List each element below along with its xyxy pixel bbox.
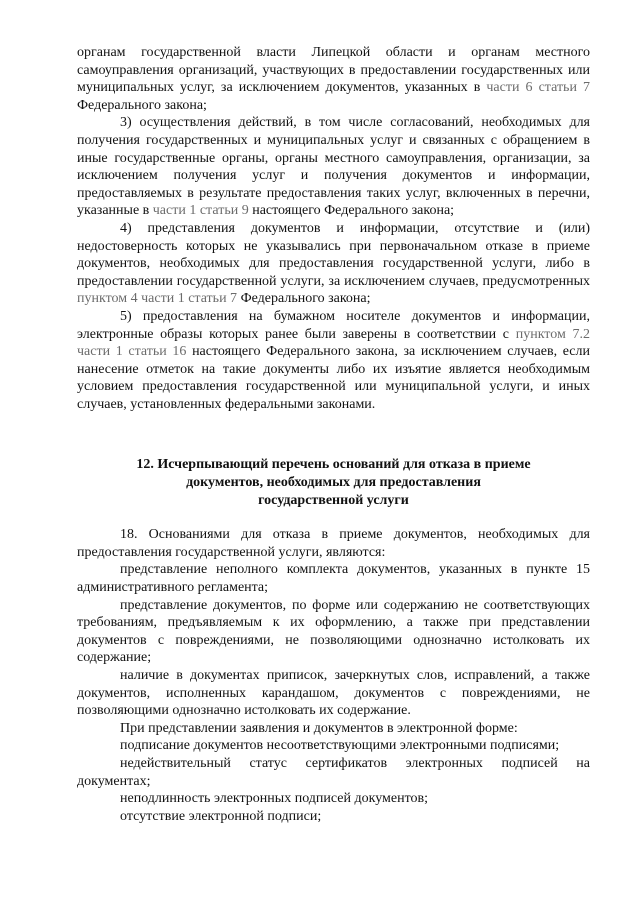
list-item: подписание документов несоответствующими электронными подписями; <box>120 738 560 754</box>
document-page <box>77 44 590 825</box>
law-reference-link[interactable]: части 1 статьи 9 <box>152 203 249 219</box>
paragraph-text: Федерального закона; <box>77 97 207 113</box>
paragraph-text: 4) представления документов и информации, отсутствие и (или) недостоверность которых не указывались при первоначальном отказе в приеме документов, необходимых для предоставления государственной услуги, либо в предоставлении государственной услуги, за исключением случаев, предусмотренных <box>77 220 590 289</box>
paragraph-item-5 <box>77 308 590 414</box>
list-item: наличие в документах приписок, зачеркнутых слов, исправлений, а также документов, исполненных карандашом, документов с повреждениями, не позволяющими однозначно истолковать их содержание. <box>77 668 590 719</box>
list-item: отсутствие электронной подписи; <box>120 808 322 824</box>
section-spacer <box>77 413 590 456</box>
paragraph-item-3 <box>77 114 590 220</box>
paragraph-text: настоящего Федерального закона; <box>248 203 455 219</box>
section-heading <box>77 456 590 509</box>
electronic-form-intro: При представлении заявления и документов в электронной форме: <box>120 720 518 736</box>
section-heading-line: документов, необходимых для предоставления <box>186 475 481 491</box>
list-item: недействительный статус сертификатов электронных подписей на документах; <box>77 755 590 789</box>
section-spacer <box>77 509 590 526</box>
list-item: представление неполного комплекта документов, указанных в пункте 15 административного регламента; <box>77 562 590 596</box>
list-item: представление документов, по форме или содержанию не соответствующих требованиям, предъявляемым к их оформлению, а также при представлении документов с повреждениями, не позволяющими однозначно истолковать их содержание; <box>77 597 590 666</box>
law-reference-link[interactable]: пунктом 7.2 части 1 статьи 16 <box>77 326 591 360</box>
paragraph-text: 5) предоставления на бумажном носителе документов и информации, электронные образы которых ранее были заверены в соответствии с <box>77 308 590 342</box>
paragraph-text: органам государственной власти Липецкой области и органам местного самоуправления организаций, участвующих в предоставлении государственных или муниципальных услуг, за исключением документов, указанных в <box>77 45 590 96</box>
paragraph-text: настоящего Федерального закона, за исключением случаев, если нанесение отметок на такие документы либо их изъятие является необходимым условием предоставления государственной или муниципальной услуги, и иных случаев, установленных федеральными законами. <box>77 344 590 412</box>
list-item: неподлинность электронных подписей документов; <box>120 791 429 807</box>
law-reference-link[interactable]: пунктом 4 части 1 статьи 7 <box>77 291 238 307</box>
paragraph-continuation <box>77 44 590 114</box>
paragraph-item-4 <box>77 220 590 308</box>
paragraph-18: 18. Основаниями для отказа в приеме документов, необходимых для предоставления государственной услуги, являются: <box>77 527 590 560</box>
law-reference-link[interactable]: части 6 статьи 7 <box>486 80 590 96</box>
section-heading-line: государственной услуги <box>258 492 409 508</box>
paragraph-text: Федерального закона; <box>237 291 371 307</box>
section-heading-line: 12. Исчерпывающий перечень оснований для отказа в приеме <box>136 457 531 473</box>
paragraph-text: 3) осуществления действий, в том числе согласований, необходимых для получения государственных и муниципальных услуг и связанных с обращением в иные государственные органы, органы местного самоуправления, организации, за исключением получения услуг и получения документов и информации, предоставляемых в результате предоставления таких услуг, включенных в перечни, указанные в <box>77 115 590 219</box>
